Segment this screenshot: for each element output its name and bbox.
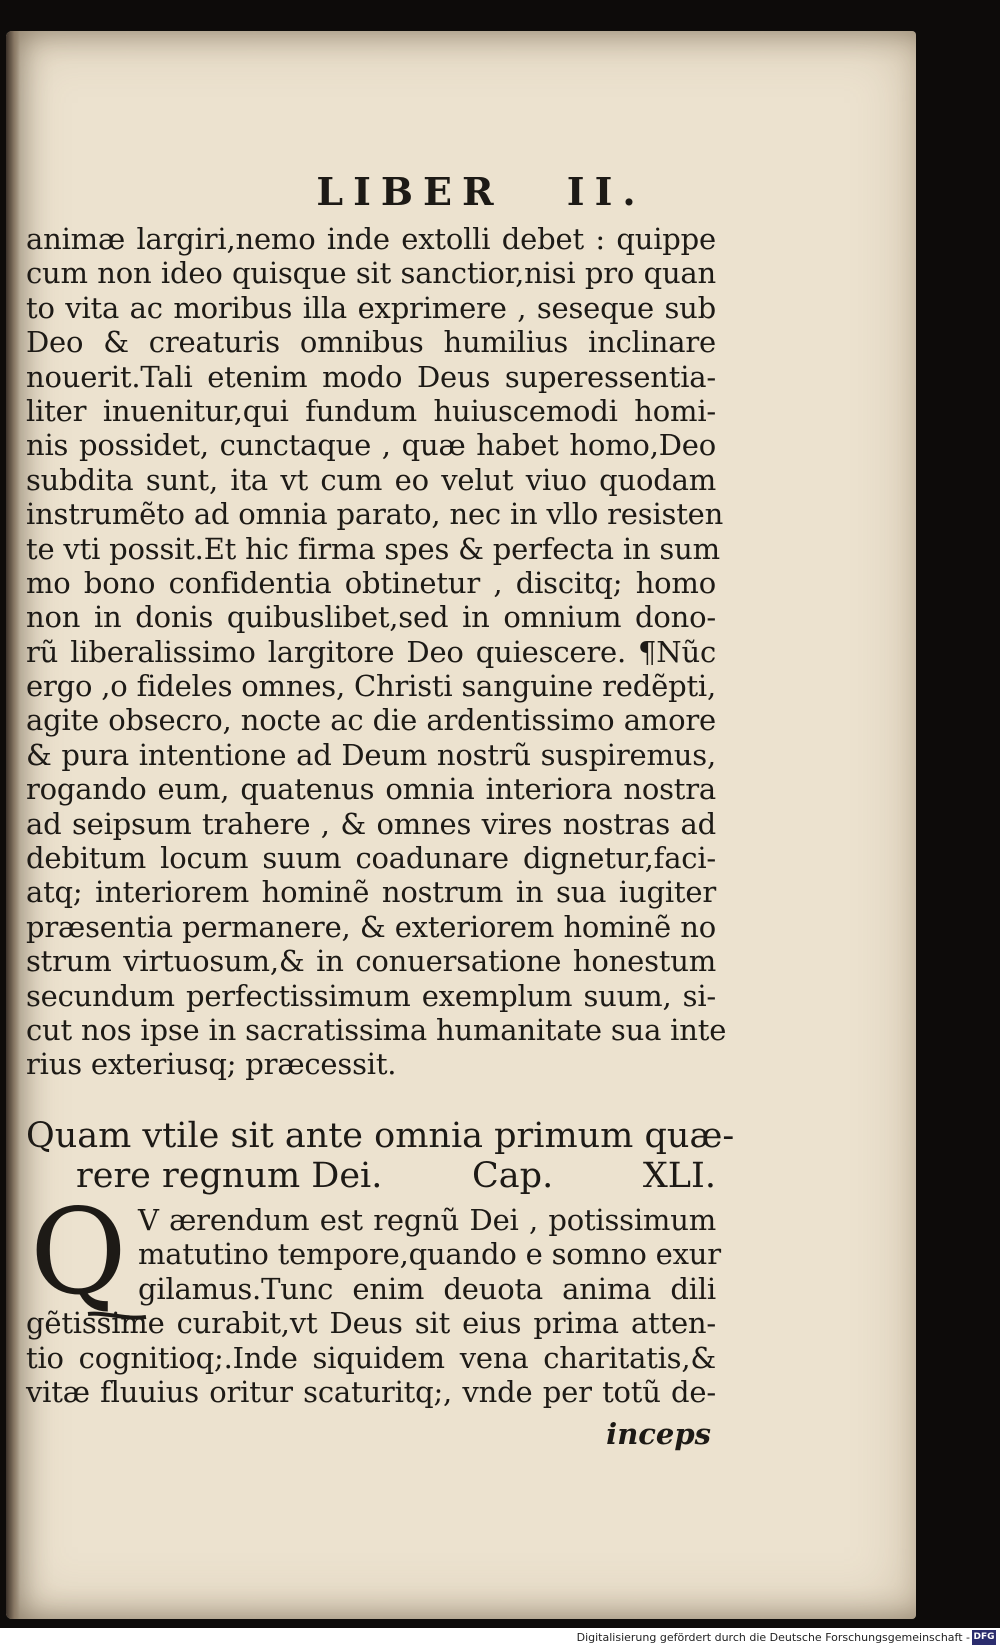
body-text [26, 222, 727, 1082]
text-line: rũ liberalissimo largitore Deo quiescere. ¶Nũc [26, 634, 716, 669]
text-line: cum non ideo quisque sit sanctior,nisi pro quan [26, 256, 716, 291]
text-line: matutino tempore,quando e somno exur [138, 1237, 721, 1272]
text-line: ad seipsum trahere , & omnes vires nostras ad [26, 806, 716, 841]
text-line: atq; interiorem hominẽ nostrum in sua iugiter [26, 875, 716, 910]
catchword: inceps [606, 1417, 711, 1451]
running-head-number: II. [566, 169, 646, 214]
chapter-title-end: rere regnum Dei. [76, 1156, 383, 1196]
text-line: to vita ac moribus illa exprimere , seseque sub [26, 290, 716, 325]
chapter-text [26, 1183, 721, 1409]
book-page [6, 31, 916, 1619]
text-line: tio cognitioq;.Inde siquidem vena charitatis,& [26, 1340, 716, 1375]
page-gutter-shadow [6, 31, 20, 1619]
text-line: subdita sunt, ita vt cum eo velut viuo quodam [26, 462, 716, 497]
text-line: nis possidet, cunctaque , quæ habet homo,Deo [26, 428, 716, 463]
text-line: & pura intentione ad Deum nostrũ suspiremus, [26, 737, 716, 772]
text-line: V ærendum est regnũ Dei , potissimum [138, 1203, 716, 1237]
chapter-heading [26, 1116, 735, 1196]
dfg-logo[interactable]: DFG [972, 1630, 996, 1645]
text-line: rius exteriusq; præcessit. [26, 1047, 397, 1082]
text-line: præsentia permanere, & exteriorem hominẽ no [26, 909, 716, 944]
text-line: vitæ fluuius oritur scaturitq;, vnde per totũ de- [26, 1374, 716, 1409]
running-head-word: LIBER [316, 169, 504, 214]
text-line: rogando eum, quatenus omnia interiora nostra [26, 772, 716, 807]
chapter-title-line [26, 1156, 716, 1196]
chapter-title-line: Quam vtile sit ante omnia primum quæ- [26, 1116, 735, 1156]
text-line: non in donis quibuslibet,sed in omnium dono- [26, 600, 716, 635]
drop-cap: Q [30, 1183, 127, 1321]
text-line: ergo ,o fideles omnes, Christi sanguine redẽpti, [26, 669, 716, 704]
text-line: mo bono confidentia obtinetur , discitq; homo [26, 565, 716, 600]
text-line: gilamus.Tunc enim deuota anima dili [138, 1271, 716, 1306]
chapter-label: Cap. [472, 1156, 554, 1196]
text-line: gẽtissime curabit,vt Deus sit eius prima atten- [26, 1306, 716, 1341]
text-line: animæ largiri,nemo inde extolli debet : quippe [26, 222, 716, 256]
text-line: agite obsecro, nocte ac die ardentissimo amore [26, 703, 716, 738]
text-line: secundum perfectissimum exemplum suum, si- [26, 978, 716, 1013]
text-line: instrumẽto ad omnia parato, nec in vllo resisten [26, 497, 724, 532]
funding-credit: Digitalisierung gefördert durch die Deutsche Forschungsgemeinschaft - [576, 1631, 970, 1644]
text-line: nouerit.Tali etenim modo Deus superessentia- [26, 359, 716, 394]
drop-cap-flourish [86, 1311, 148, 1321]
text-line: liter inuenitur,qui fundum huiuscemodi homi- [26, 393, 716, 428]
running-head [6, 169, 916, 214]
text-line: Deo & creaturis omnibus humilius inclinare [26, 325, 716, 360]
text-line: te vti possit.Et hic firma spes & perfecta in sum [26, 531, 720, 566]
text-line: cut nos ipse in sacratissima humanitate sua inte [26, 1012, 727, 1047]
text-line: strum virtuosum,& in conuersatione honestum [26, 944, 716, 979]
text-line: debitum locum suum coadunare dignetur,faci- [26, 841, 716, 876]
footer-bar [0, 1628, 1000, 1649]
chapter-number: XLI. [642, 1156, 716, 1196]
